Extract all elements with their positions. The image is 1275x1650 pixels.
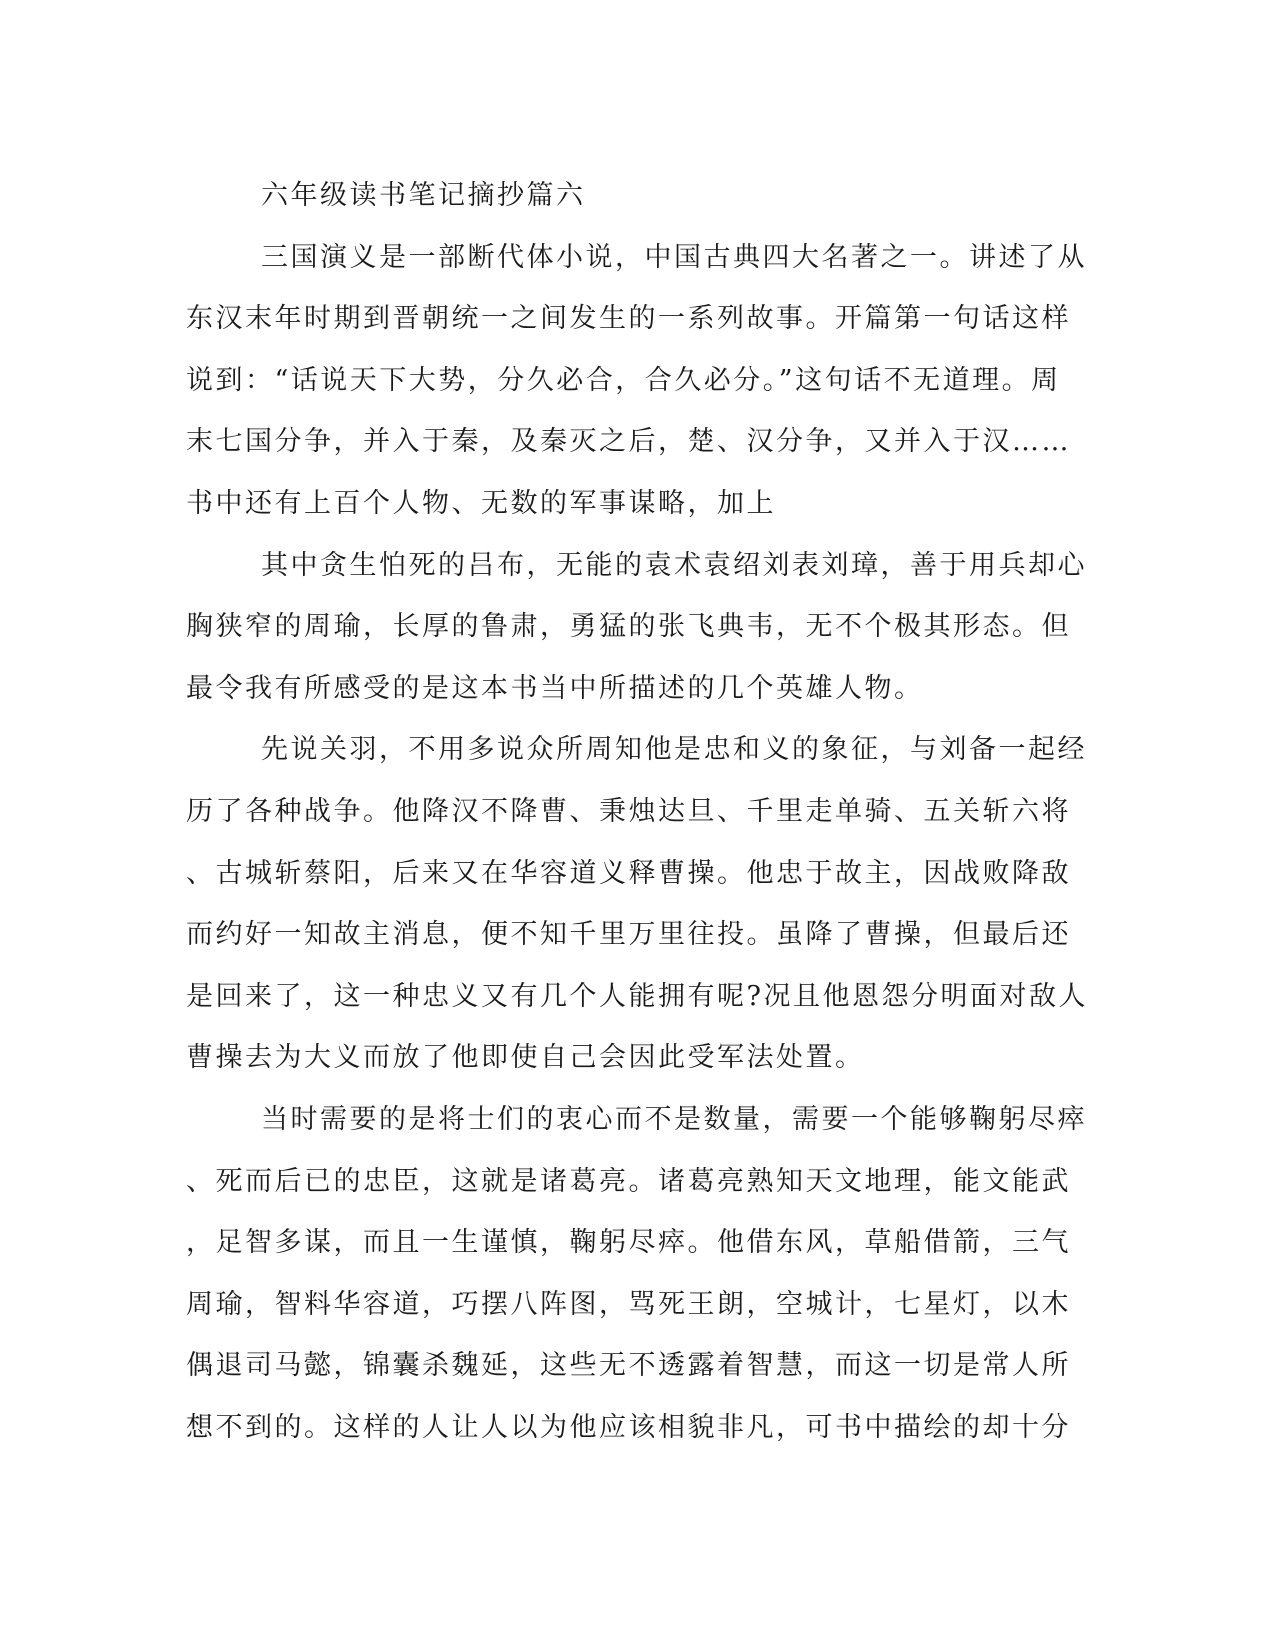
paragraph-line: 胸狭窄的周瑜，长厚的鲁肃，勇猛的张飞典韦，无不个极其形态。但 bbox=[186, 611, 1071, 643]
paragraph-line: 偶退司马懿，锦囊杀魏延，这些无不透露着智慧，而这一切是常人所 bbox=[186, 1350, 1071, 1382]
paragraph-line: 曹操去为大义而放了他即使自己会因此受军法处置。 bbox=[186, 1042, 865, 1074]
paragraph-line: 、死而后已的忠臣，这就是诸葛亮。诸葛亮熟知天文地理，能文能武 bbox=[186, 1165, 1071, 1197]
paragraph-line: 书中还有上百个人物、无数的军事谋略，加上 bbox=[186, 487, 776, 519]
paragraph-line: 、古城斩蔡阳，后来又在华容道义释曹操。他忠于故主，因战败降敌 bbox=[186, 857, 1071, 889]
paragraph-2 bbox=[186, 535, 1087, 720]
paragraph-line: 先说关羽，不用多说众所周知他是忠和义的象征，与刘备一起经 bbox=[261, 734, 1087, 766]
paragraph-line: 想不到的。这样的人让人以为他应该相貌非凡，可书中描绘的却十分 bbox=[186, 1411, 1071, 1443]
paragraph-3 bbox=[186, 719, 1088, 1089]
paragraph-line: 东汉末年时期到晋朝统一之间发生的一系列故事。开篇第一句话这样 bbox=[186, 303, 1071, 335]
paragraph-line: 历了各种战争。他降汉不降曹、秉烛达旦、千里走单骑、五关斩六将 bbox=[186, 795, 1071, 827]
paragraph-line: 最令我有所感受的是这本书当中所描述的几个英雄人物。 bbox=[186, 672, 924, 704]
paragraph-1 bbox=[186, 227, 1087, 535]
paragraph-line: 其中贪生怕死的吕布，无能的袁术袁绍刘表刘璋，善于用兵却心 bbox=[261, 549, 1087, 581]
paragraph-line: 当时需要的是将士们的衷心而不是数量，需要一个能够鞠躬尽瘁 bbox=[261, 1103, 1087, 1135]
paragraph-line: ，足智多谋，而且一生谨慎，鞠躬尽瘁。他借东风，草船借箭，三气 bbox=[186, 1227, 1071, 1259]
paragraph-line: 末七国分争，并入于秦，及秦灭之后，楚、汉分争，又并入于汉…… bbox=[186, 426, 1071, 458]
paragraph-4 bbox=[186, 1089, 1087, 1459]
document-body bbox=[186, 165, 1088, 1458]
document-title: 六年级读书笔记摘抄篇六 bbox=[261, 180, 586, 211]
paragraph-line: 而约好一知故主消息，便不知千里万里往投。虽降了曹操，但最后还 bbox=[186, 919, 1071, 951]
paragraph-line: 说到：“话说天下大势，分久必合，合久必分。”这句话不无道理。周 bbox=[186, 364, 1061, 396]
paragraph-line: 三国演义是一部断代体小说，中国古典四大名著之一。讲述了从 bbox=[261, 241, 1087, 273]
paragraph-line: 是回来了，这一种忠义又有几个人能拥有呢?况且他恩怨分明面对敌人 bbox=[186, 980, 1088, 1012]
paragraph-line: 周瑜，智料华容道，巧摆八阵图，骂死王朗，空城计，七星灯，以木 bbox=[186, 1288, 1071, 1320]
